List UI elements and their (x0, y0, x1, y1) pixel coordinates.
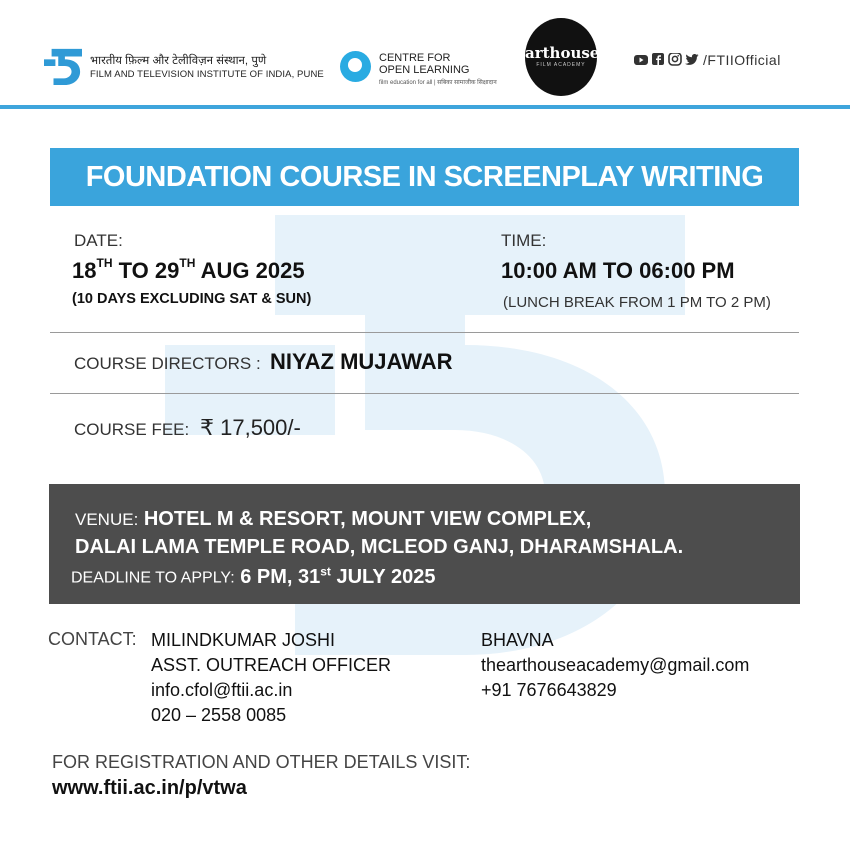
arthouse-sub: FILM ACADEMY (536, 62, 586, 68)
date-month-year: AUG 2025 (200, 258, 305, 283)
ftii-name-hindi: भारतीय फ़िल्म और टेलीविज़न संस्थान, पुणे (90, 55, 267, 67)
time-note: (LUNCH BREAK FROM 1 PM TO 2 PM) (503, 294, 771, 311)
directors-name: NIYAZ MUJAWAR (270, 349, 453, 374)
date-to: TO 29 (118, 258, 180, 283)
deadline-suffix: st (320, 564, 331, 578)
contact-left-phone: 020 – 2558 0085 (151, 705, 287, 725)
venue-box (49, 484, 800, 604)
header-divider (0, 105, 850, 109)
social-icons (634, 53, 699, 66)
divider-1 (50, 332, 799, 333)
title-banner (50, 148, 799, 206)
deadline-label: DEADLINE TO APPLY: (71, 569, 235, 587)
youtube-icon[interactable] (634, 53, 648, 66)
venue-address-1: HOTEL M & RESORT, MOUNT VIEW COMPLEX, (143, 508, 592, 530)
ftii-logo (44, 47, 82, 85)
divider-2 (50, 393, 799, 394)
contact-left-email[interactable]: info.cfol@ftii.ac.in (151, 680, 293, 700)
registration-url[interactable]: www.ftii.ac.in/p/vtwa (52, 777, 247, 799)
instagram-icon[interactable] (668, 53, 682, 66)
date-label: DATE: (74, 231, 123, 250)
col-logo-icon (340, 51, 371, 82)
fee-value: ₹ 17,500/- (200, 415, 301, 440)
contact-left-name: MILINDKUMAR JOSHI (151, 630, 336, 650)
course-title: FOUNDATION COURSE IN SCREENPLAY WRITING (85, 160, 764, 193)
venue-label: VENUE: (75, 510, 139, 529)
date-value (72, 258, 305, 284)
contact-left-role: ASST. OUTREACH OFFICER (151, 655, 392, 675)
deadline-post: JULY 2025 (336, 565, 436, 588)
deadline-value (240, 566, 435, 588)
venue-address-2: DALAI LAMA TEMPLE ROAD, MCLEOD GANJ, DHARAMSHALA. (75, 536, 684, 558)
fee-label: COURSE FEE: (74, 420, 190, 439)
col-tagline: film education for all | सबिका सामाजीक सिक्षादान (379, 80, 497, 86)
time-label: TIME: (501, 231, 547, 250)
col-name-line2: OPEN LEARNING (379, 64, 470, 76)
arthouse-name: arthouse (525, 44, 600, 62)
contact-label: CONTACT: (48, 629, 137, 649)
time-value: 10:00 AM TO 06:00 PM (501, 258, 735, 283)
deadline-pre: 6 PM, 31 (240, 565, 321, 588)
header (0, 0, 850, 110)
registration-text: FOR REGISTRATION AND OTHER DETAILS VISIT: (52, 752, 471, 772)
venue-line1 (75, 508, 591, 531)
directors-label: COURSE DIRECTORS : (74, 354, 261, 373)
date-note: (10 DAYS EXCLUDING SAT & SUN) (72, 291, 312, 307)
facebook-icon[interactable] (651, 53, 665, 66)
twitter-icon[interactable] (685, 53, 699, 66)
contact-right-email[interactable]: thearthouseacademy@gmail.com (481, 655, 750, 675)
date-start-day: 18 (72, 258, 97, 283)
date-start-suffix: TH (96, 256, 113, 270)
col-name-line1: CENTRE FOR (379, 52, 451, 64)
deadline-line (71, 564, 435, 589)
ftii-name-english: FILM AND TELEVISION INSTITUTE OF INDIA, PUNE (90, 69, 324, 80)
date-end-suffix: TH (179, 256, 196, 270)
social-handle: /FTIIOfficial (703, 52, 781, 68)
contact-right-phone: +91 7676643829 (481, 680, 617, 700)
contact-right-name: BHAVNA (481, 630, 554, 650)
